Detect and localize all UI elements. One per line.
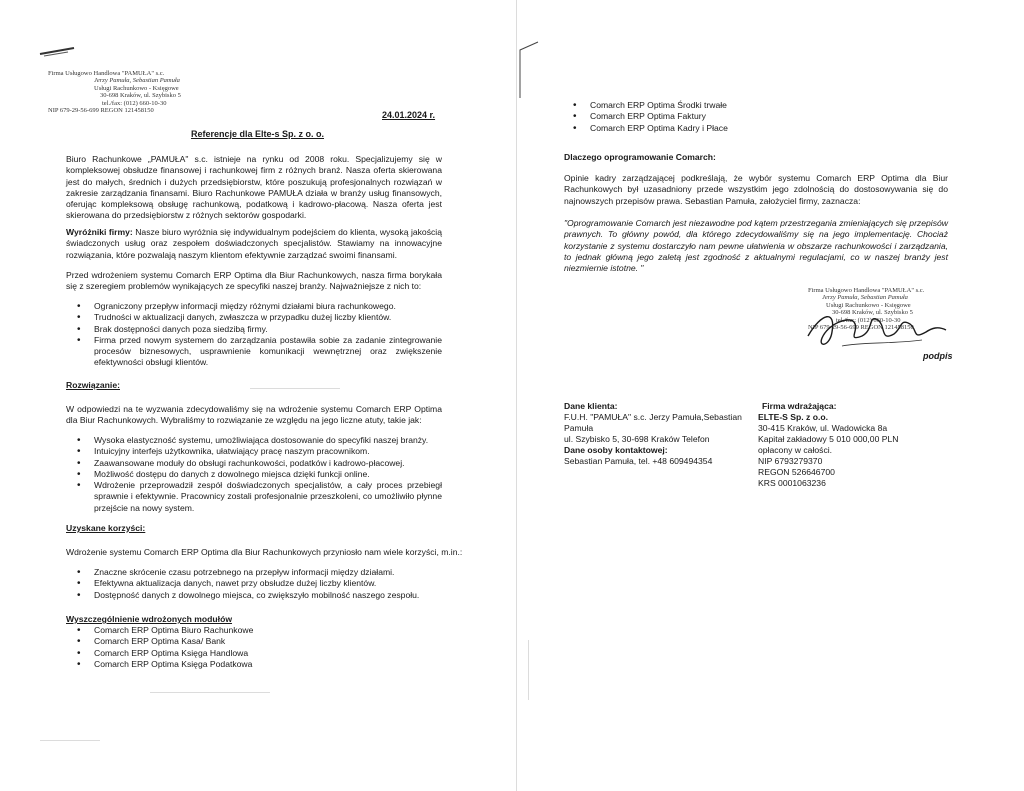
scan-noise [150,692,270,693]
list-item: • Możliwość dostępu do danych z dowolnego miejsca dzięki funkcji online. [94,469,442,480]
why-heading: Dlaczego oprogramowanie Comarch: [564,152,716,162]
problems-intro: Przed wdrożeniem systemu Comarch ERP Optima dla Biur Rachunkowych, nasza firma borykała się z szeregiem problemów wynikających ze specyfiki naszej branży. Najważniejsze z nich to: [66,270,442,292]
list-item: • Brak dostępności danych poza siedzibą firmy. [94,324,442,335]
list-item: • Comarch ERP Optima Faktury [590,111,982,122]
list-item: • Comarch ERP Optima Księga Podatkowa [94,659,442,670]
list-item: • Comarch ERP Optima Biuro Rachunkowe [94,625,442,636]
list-item: • Comarch ERP Optima Kasa/ Bank [94,636,442,647]
implementer-line: opłacony w całości. [758,445,833,455]
scan-mark [38,44,78,58]
right-page [518,0,1024,791]
benefits-heading: Uzyskane korzyści: [66,523,146,533]
list-item: • Firma przed nowym systemem do zarządzania postawiła sobie za zadanie zintegrowanie procesów biznesowych, usprawnienie komunikacji wewnętrznej oraz zwiększenie efektywności obsługi klientów. [94,335,442,369]
list-item: • Wysoka elastyczność systemu, umożliwiająca dostosowanie do specyfiki naszej branży. [94,435,442,446]
scan-noise [250,388,340,389]
document-title: Referencje dla Elte-s Sp. z o. o. [190,129,325,139]
list-item: • Trudności w aktualizacji danych, zwłaszcza w przypadku dużej liczby klientów. [94,312,442,323]
implementer-name: ELTE-S Sp. z o.o. [758,412,829,422]
page-divider [516,0,517,791]
benefits-list [66,567,442,601]
client-name: F.U.H. "PAMUŁA" s.c. Jerzy Pamuła,Sebastian Pamuła [564,412,742,433]
contact-heading: Dane osoby kontaktowej: [564,445,668,455]
list-item: • Znaczne skrócenie czasu potrzebnego na przepływ informacji między działami. [94,567,442,578]
document-date: 24.01.2024 r. [382,110,436,120]
list-item: • Efektywna aktualizacja danych, nawet przy obsłudze dużej liczby klientów. [94,578,442,589]
problems-list [66,301,442,369]
scan-mark [518,40,544,100]
signature-label: podpis [923,351,953,361]
list-item: • Comarch ERP Optima Środki trwałe [590,100,982,111]
scan-noise [40,740,100,741]
intro-paragraph: Biuro Rachunkowe „PAMUŁA" s.c. istnieje na rynku od 2008 roku. Specjalizujemy się w kompleksowej obsłudze finansowej i rachunkowej firm z różnych branż. Nasza oferta skierowana jest do małych, średnich i dużych przedsiębiorstw, które poszukują profesjonalnych rozwiązań w zakresie zarządzania finansami. Biuro Rachunkowe PAMUŁA działa w branży usług finansowych, oferując kompleksową obsługę rachunkową, podatkową i kadrowo-płacową. Nasza oferta jest skierowana do przedsiębiorstw z różnych sektorów gospodarki. [66,154,442,221]
implementer-line: Kapitał zakładowy 5 010 000,00 PLN [758,434,899,444]
implementer-line: KRS 0001063236 [758,478,826,488]
modules-list [66,625,442,670]
company-stamp: Firma Usługowo Handlowa "PAMUŁA" s.c. Jerzy Pamuła, Sebastian Pamuła Usługi Rachunkowo - Księgowe 30-698 Kraków, ul. Szybisko 5 tel./fax: (012) 660-10-30 NIP 679-29-56-699 REGON 121458150 [48,70,181,115]
modules-heading: Wyszczególnienie wdrożonych modułów [66,614,233,624]
modules-list-continued [562,100,982,134]
scan-noise [528,640,529,700]
client-address: ul. Szybisko 5, 30-698 Kraków Telefon [564,434,710,444]
solution-heading: Rozwiązanie: [66,380,120,390]
distinctions-label: Wyróżniki firmy: [66,227,133,237]
implementer-line: NIP 6793279370 [758,456,823,466]
signature-stamp: Firma Usługowo Handlowa "PAMUŁA" s.c. Jerzy Pamuła, Sebastian Pamuła Usługi Rachunkowo - Księgowe 30-698 Kraków, ul. Szybisko 5 tel./fax: (012) 660-10-30 NIP 679-29-56-699 REGON 121458150 [808,287,925,332]
list-item: • Dostępność danych z dowolnego miejsca, co zwiększyło mobilność naszego zespołu. [94,590,442,601]
list-item: • Intuicyjny interfejs użytkownika, ułatwiający pracę naszym pracownikom. [94,446,442,457]
why-paragraph: Opinie kadry zarządzającej podkreślają, że wybór systemu Comarch ERP Optima dla Biur Rachunkowych był uzasadniony przede wszystkim jego zdolnością do dostosowywania się do najnowszych przepisów prawa. Sebastian Pamuła, założyciel firmy, zaznacza: [564,173,948,206]
handwritten-signature [802,302,952,354]
implementer-heading: Firma wdrażająca: [762,401,837,411]
benefits-paragraph: Wdrożenie systemu Comarch ERP Optima dla Biur Rachunkowych przyniosło nam wiele korzyści, m.in.: [66,547,463,557]
list-item: • Ograniczony przepływ informacji między różnymi działami biura rachunkowego. [94,301,442,312]
client-data [564,401,754,467]
distinctions-paragraph [66,227,442,261]
list-item: • Zaawansowane moduły do obsługi rachunkowości, podatków i kadrowo-płacowej. [94,458,442,469]
implementer-data [758,401,958,489]
distinctions-text: Nasze biuro wyróżnia się indywidualnym podejściem do klienta, wysoką jakością świadczonych usług oraz zespołem doświadczonych specjalistów. Stawiamy na innowacyjne rozwiązania, które pozwalają naszym klientom efektywnie zarządzać swoimi finansami. [66,227,442,260]
solution-paragraph: W odpowiedzi na te wyzwania zdecydowaliśmy się na wdrożenie systemu Comarch ERP Optima dla Biur Rachunkowych. Wybraliśmy to rozwiązanie ze względu na jego liczne atuty, takie jak: [66,404,442,426]
solution-list [66,435,442,514]
contact-text: Sebastian Pamuła, tel. +48 609494354 [564,456,713,466]
implementer-line: 30-415 Kraków, ul. Wadowicka 8a [758,423,888,433]
implementer-line: REGON 526646700 [758,467,835,477]
quote-paragraph: "Oprogramowanie Comarch jest niezawodne pod kątem przestrzegania zmieniających się przepisów prawnych. To główny powód, dla którego zdecydowaliśmy się na jego implementację. Chociaż korzystanie z systemu dostarczyło nam pewne ułatwienia w obszarze rachunkowości i zarządzania, to jednak główną jego zaletą jest zgodność z aktualnymi regulacjami, co w naszej branży jest niezmiernie istotne. " [564,218,948,274]
list-item: • Comarch ERP Optima Kadry i Płace [590,123,982,134]
list-item: • Wdrożenie przeprowadził zespół doświadczonych specjalistów, a cały proces przebiegł sprawnie i efektywnie. Pracownicy zostali profesjonalnie przeszkoleni, co umożliwiło płynne przejście na nowy system. [94,480,442,514]
client-heading: Dane klienta: [564,401,618,411]
list-item: • Comarch ERP Optima Księga Handlowa [94,648,442,659]
